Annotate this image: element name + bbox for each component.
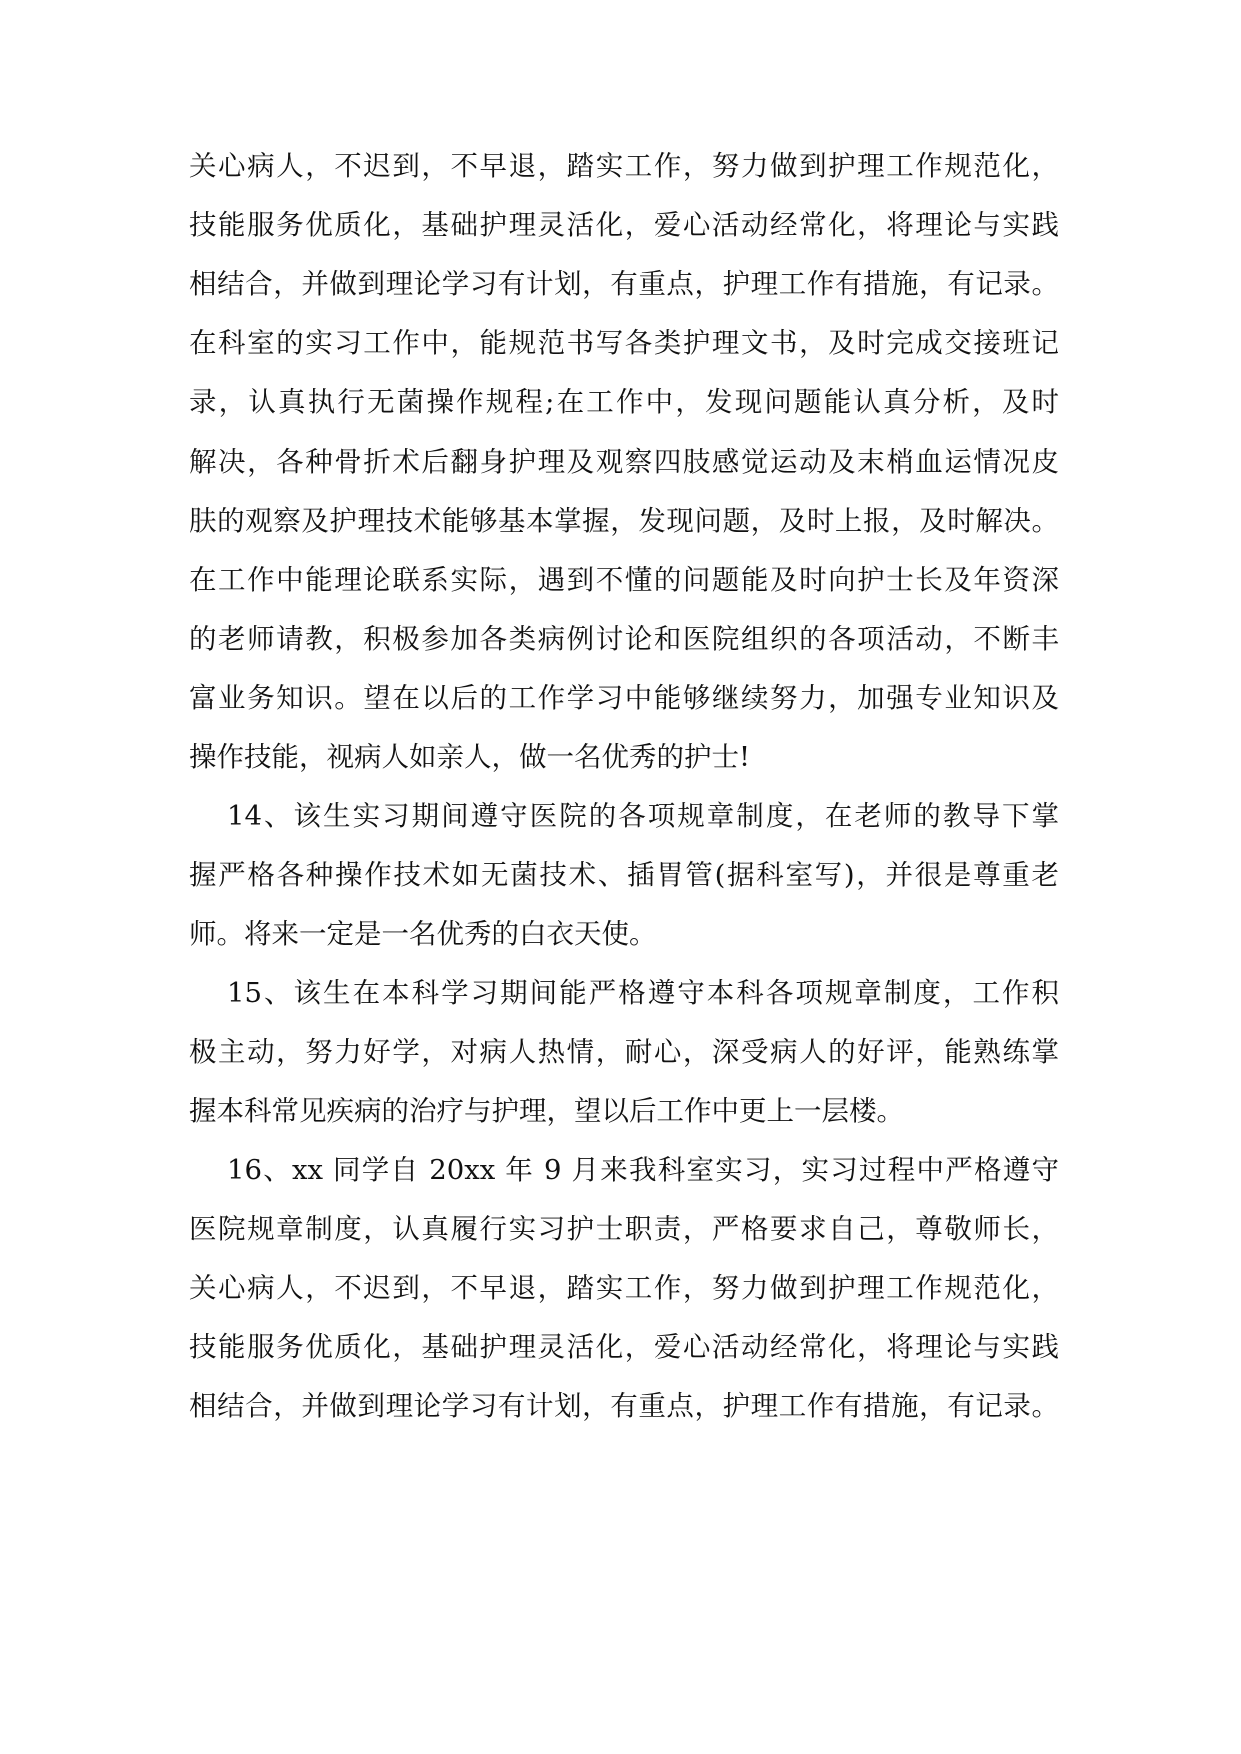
paragraph-16-first-line: 16、xx 同学自 20xx 年 9 月来我科室实习，实习过程中严格遵守: [227, 1154, 1059, 1186]
text-line: 在科室的实习工作中，能规范书写各类护理文书，及时完成交接班记: [189, 327, 1059, 359]
text-line: 相结合，并做到理论学习有计划，有重点，护理工作有措施，有记录。: [189, 1390, 1059, 1422]
text-line: 操作技能，视病人如亲人，做一名优秀的护士!: [189, 741, 751, 773]
paragraph-14-first-line: 14、该生实习期间遵守医院的各项规章制度，在老师的教导下掌: [227, 800, 1059, 832]
text-line: 关心病人，不迟到，不早退，踏实工作，努力做到护理工作规范化，: [189, 150, 1059, 182]
text-line: 握本科常见疾病的治疗与护理，望以后工作中更上一层楼。: [189, 1095, 904, 1127]
text-line: 握严格各种操作技术如无菌技术、插胃管(据科室写)，并很是尊重老: [189, 859, 1059, 891]
text-line: 医院规章制度，认真履行实习护士职责，严格要求自己，尊敬师长，: [189, 1213, 1059, 1245]
paragraph-15-first-line: 15、该生在本科学习期间能严格遵守本科各项规章制度，工作积: [227, 977, 1059, 1009]
text-line: 录，认真执行无菌操作规程;在工作中，发现问题能认真分析，及时: [189, 386, 1059, 418]
text-line: 肤的观察及护理技术能够基本掌握，发现问题，及时上报，及时解决。: [189, 505, 1059, 537]
text-line: 相结合，并做到理论学习有计划，有重点，护理工作有措施，有记录。: [189, 268, 1059, 300]
text-line: 富业务知识。望在以后的工作学习中能够继续努力，加强专业知识及: [189, 682, 1059, 714]
text-line: 的老师请教，积极参加各类病例讨论和医院组织的各项活动，不断丰: [189, 623, 1059, 655]
text-line: 师。将来一定是一名优秀的白衣天使。: [189, 918, 657, 950]
text-line: 解决，各种骨折术后翻身护理及观察四肢感觉运动及末梢血运情况皮: [189, 446, 1059, 478]
text-line: 在工作中能理论联系实际，遇到不懂的问题能及时向护士长及年资深: [189, 564, 1059, 596]
text-line: 关心病人，不迟到，不早退，踏实工作，努力做到护理工作规范化，: [189, 1272, 1059, 1304]
text-line: 极主动，努力好学，对病人热情，耐心，深受病人的好评，能熟练掌: [189, 1036, 1059, 1068]
text-line: 技能服务优质化，基础护理灵活化，爱心活动经常化，将理论与实践: [189, 209, 1059, 241]
text-line: 技能服务优质化，基础护理灵活化，爱心活动经常化，将理论与实践: [189, 1331, 1059, 1363]
